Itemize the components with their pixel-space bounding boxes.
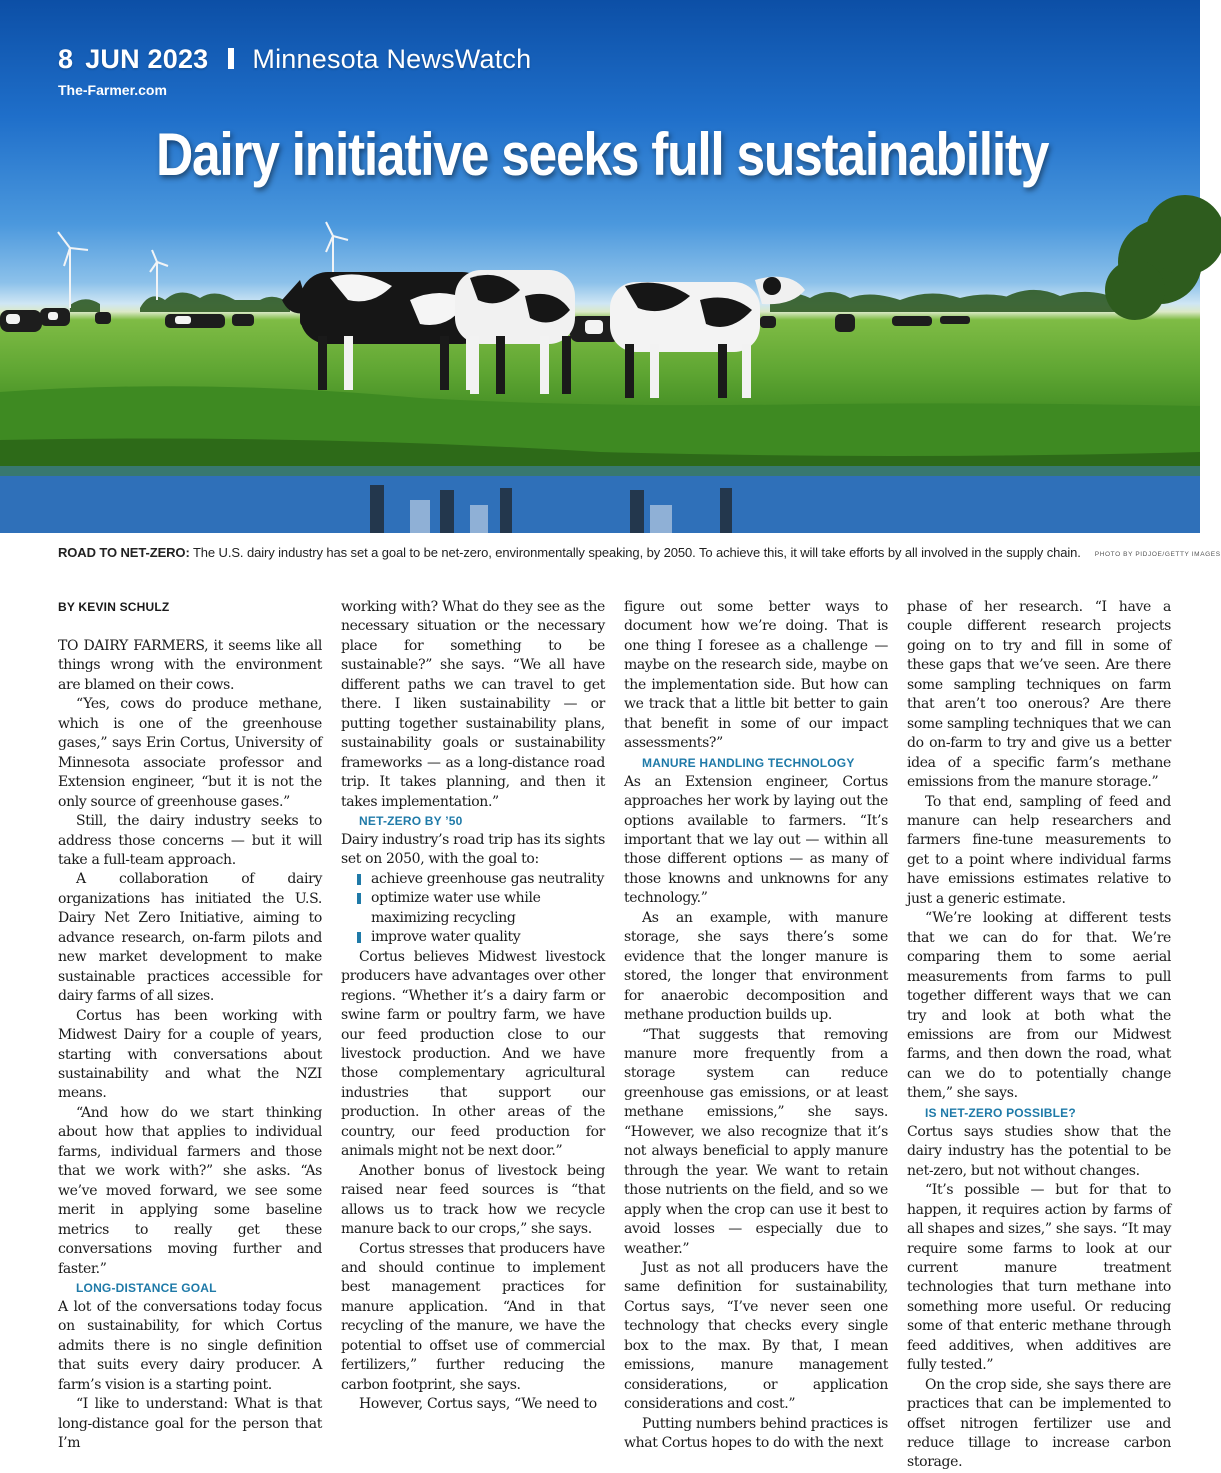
pasture-illustration — [0, 0, 1200, 533]
paragraph: Putting numbers behind practices is what Cortus hopes to do with the next — [624, 1415, 888, 1452]
paragraph: “Yes, cows do produce methane, which is one of the greenhouse gases,” says Erin Cortus, University of Minnesota associate professor and Extension engineer, “but it is not the only source of greenhouse gases.” — [58, 696, 322, 810]
paragraph: “And how do we start thinking about how that applies to individual farms, individual farmers and those that we work with?” she asks. “As we’ve moved forward, we see some merit in applying some baseline metrics to really get these conversations moving further and faster.” — [58, 1104, 322, 1277]
masthead — [58, 44, 531, 75]
list-item: improve water quality — [355, 928, 605, 947]
paragraph: To that end, sampling of feed and manure can help researchers and farmers fine-tune measurements to get to a point where individual farms have emissions estimates relative to just a generic estimate. — [907, 793, 1171, 907]
page-number: 8 — [58, 44, 74, 74]
paragraph: “I like to understand: What is that long-distance goal for the person that I’m — [58, 1396, 322, 1452]
issue-date: JUN 2023 — [85, 44, 209, 74]
paragraph: “We’re looking at different tests that we can do for that. We’re comparing them to some aerial measurements from farms to pull together different ways that we can try and look at both what the emissions are from our Midwest farms, and then down the road, what can we do to potentially change them,” she says. — [907, 910, 1171, 1102]
paragraph: Dairy industry’s road trip has its sights set on 2050, with the goal to: — [341, 831, 605, 868]
paragraph: However, Cortus says, “We need to — [359, 1396, 597, 1413]
paragraph: Still, the dairy industry seeks to address those concerns — but it will take a full-team approach. — [58, 813, 322, 868]
article-column-4 — [907, 598, 1171, 1473]
paragraph: Cortus believes Midwest livestock producers have advantages over other regions. “Whether it’s a dairy farm or swine farm or poultry farm, we have our feed production close to our livestock production. And we have those complementary agricultural industries that support our production. In other areas of the country, our feed production for animals might not be next door.” — [341, 948, 605, 1160]
paragraph: Another bonus of livestock being raised near feed sources is “that allows us to track how we recycle manure back to our crops,” she says. — [341, 1162, 605, 1238]
paragraph: “That suggests that removing manure more frequently from a storage system can reduce greenhouse gas emissions, or at least methane emissions,” she says. “However, we also recognize that it’s not always beneficial to apply manure through the year. We want to retain those nutrients on the field, and so we apply when the crop can use it best to avoid losses — especially due to weather.” — [624, 1026, 888, 1257]
article-column-3 — [624, 598, 888, 1453]
photo-credit: PHOTO BY PIDJOE/GETTY IMAGES — [1094, 551, 1221, 558]
list-item: achieve greenhouse gas neutrality — [355, 870, 605, 889]
paragraph: Cortus stresses that producers have and should continue to implement best management practices for manure application. “And in that recycling of the manure, we have the potential to offset use of commercial fertilizers,” further reducing the carbon footprint, she says. — [341, 1240, 605, 1393]
caption-lead: ROAD TO NET-ZERO: — [58, 545, 190, 560]
paragraph: figure out some better ways to document how we’re doing. That is one thing I foresee as a challenge — maybe on the research side, maybe on the implementation side. But how can we track that a little bit better to gain that benefit in some of our impact assessments?” — [624, 599, 888, 752]
goal-list — [341, 870, 605, 948]
paragraph: TO DAIRY FARMERS, it seems like all things wrong with the environment are blamed on their cows. — [58, 638, 322, 693]
paragraph: working with? What do they see as the necessary situation or the necessary place for something to be sustainable?” she says. “We all have different paths we can travel to get there. I liken sustainability — or putting together sustainability plans, sustainability goals or sustainability frameworks — as a long-distance road trip. It takes planning, and then it takes implementation.” — [341, 599, 605, 810]
paragraph: Cortus has been working with Midwest Dairy for a couple of years, starting with conversations about sustainability and what the NZI means. — [58, 1007, 322, 1102]
article-column-2 — [341, 598, 605, 1415]
paragraph: As an example, with manure storage, she says there’s some evidence that the longer manure is stored, the longer that environment for anaerobic decomposition and methane production builds up. — [624, 909, 888, 1024]
paragraph: A collaboration of dairy organizations has initiated the U.S. Dairy Net Zero Initiative, aiming to advance research, on-farm pilots and new market development to make sustainable practices accessible for dairy farms of all sizes. — [58, 871, 322, 1005]
subhead-long-distance-goal: LONG-DISTANCE GOAL — [76, 1280, 217, 1295]
list-item: optimize water use while maximizing recycling — [355, 889, 605, 928]
paragraph: A lot of the conversations today focus on sustainability, for which Cortus admits there is no single definition that suits every dairy producer. A farm’s vision is a starting point. — [58, 1298, 322, 1393]
subhead-is-net-zero-possible: IS NET-ZERO POSSIBLE? — [925, 1105, 1076, 1120]
photo-caption — [58, 545, 1221, 560]
paragraph: Cortus says studies show that the dairy industry has the potential to be net-zero, but not without changes. — [907, 1123, 1171, 1179]
publication-name: Minnesota NewsWatch — [252, 44, 532, 74]
paragraph: phase of her research. “I have a couple different research projects going on to try and fill in some of these gaps that we’ve seen. Are there some sampling techniques on farm that aren’t too onerous? Are there some sampling techniques that we can do on-farm to try and give us a better idea of a specific farm’s methane emissions from the manure storage.” — [907, 599, 1171, 791]
article-column-1 — [58, 598, 322, 1454]
article-headline: Dairy initiative seeks full sustainability — [156, 121, 1049, 188]
byline: BY KEVIN SCHULZ — [58, 600, 170, 614]
hero-photo — [0, 0, 1200, 533]
subhead-net-zero-by-50: NET-ZERO BY ’50 — [359, 813, 463, 828]
paragraph: “It’s possible — but for that to happen, it requires action by farms of all shapes and sizes,” she says. “It may require some farms to look at our current manure treatment technologies that turn methane into something more useful. Or reducing some of that enteric methane through feed additives, when additives are fully tested.” — [907, 1182, 1171, 1374]
subhead-manure-handling-technology: MANURE HANDLING TECHNOLOGY — [642, 755, 855, 770]
website-link[interactable]: The-Farmer.com — [58, 82, 167, 98]
paragraph: On the crop side, she says there are practices that can be implemented to offset nitrogen fertilizer use and reduce tillage to increase carbon storage. — [907, 1376, 1171, 1471]
paragraph: Just as not all producers have the same definition for sustainability, Cortus says, “I’ve never seen one technology that checks every single box to the max. By that, I mean emissions, manure management considerations, or application considerations and cost.” — [624, 1259, 888, 1413]
masthead-divider — [228, 48, 234, 69]
paragraph: As an Extension engineer, Cortus approaches her work by laying out the options available to farmers. “It’s important that we lay out — within all those different options — as many of those knowns and unknowns for any technology.” — [624, 773, 888, 907]
caption-text: The U.S. dairy industry has set a goal to be net-zero, environmentally speaking, by 2050. To achieve this, it will take efforts by all involved in the supply chain. — [189, 545, 1081, 560]
